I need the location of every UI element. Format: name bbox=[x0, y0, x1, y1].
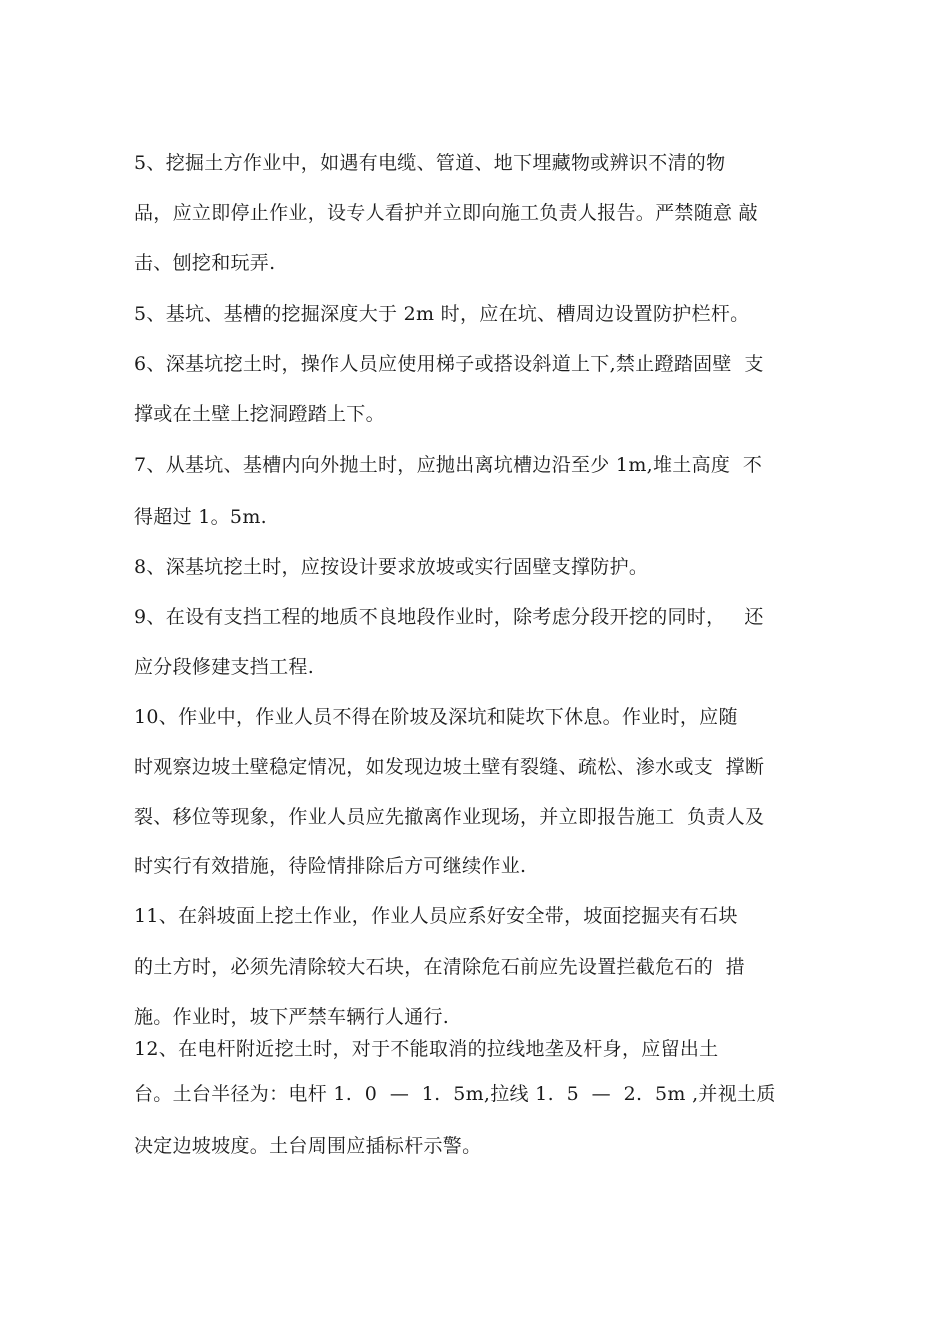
text-line: 10、作业中，作业人员不得在阶坡及深坑和陡坎下休息。作业时，应随 bbox=[134, 706, 738, 728]
text-line: 11、在斜坡面上挖土作业，作业人员应系好安全带，坡面挖掘夹有石块 bbox=[134, 905, 738, 927]
text-line: 8、深基坑挖土时，应按设计要求放坡或实行固壁支撑防护。 bbox=[134, 556, 649, 578]
text-line: 撑或在土壁上挖洞蹬踏上下。 bbox=[134, 403, 385, 425]
text-line: 12、在电杆附近挖土时，对于不能取消的拉线地垄及杆身，应留出土 bbox=[134, 1038, 719, 1060]
text-line: 5、基坑、基槽的挖掘深度大于 2m 时，应在坑、槽周边设置防护栏杆。 bbox=[134, 303, 750, 325]
text-line: 得超过 1。5m. bbox=[134, 506, 267, 528]
text-line: 7、从基坑、基槽内向外抛土时，应抛出离坑槽边沿至少 1m,堆土高度 不 bbox=[134, 454, 763, 476]
text-line: 应分段修建支挡工程. bbox=[134, 656, 315, 678]
text-line: 台。土台半径为：电杆 1. 0 — 1. 5m,拉线 1. 5 — 2. 5m ,并视土质 bbox=[134, 1083, 776, 1105]
text-line: 时实行有效措施，待险情排除后方可继续作业. bbox=[134, 855, 527, 877]
text-line: 时观察边坡土壁稳定情况，如发现边坡土壁有裂缝、疏松、渗水或支 撑断 bbox=[134, 756, 765, 778]
text-line: 施。作业时，坡下严禁车辆行人通行. bbox=[134, 1006, 450, 1028]
text-line: 品，应立即停止作业，设专人看护并立即向施工负责人报告。严禁随意 敲 bbox=[134, 202, 758, 224]
text-line: 5、挖掘土方作业中，如遇有电缆、管道、地下埋藏物或辨识不清的物 bbox=[134, 152, 726, 174]
text-line: 决定边坡坡度。土台周围应插标杆示警。 bbox=[134, 1135, 482, 1157]
text-line: 9、在设有支挡工程的地质不良地段作业时，除考虑分段开挖的同时， 还 bbox=[134, 606, 764, 628]
text-line: 的土方时，必须先清除较大石块，在清除危石前应先设置拦截危石的 措 bbox=[134, 956, 745, 978]
text-line: 击、刨挖和玩弄. bbox=[134, 252, 276, 274]
text-line: 裂、移位等现象，作业人员应先撤离作业现场，并立即报告施工 负责人及 bbox=[134, 806, 765, 828]
text-line: 6、深基坑挖土时，操作人员应使用梯子或搭设斜道上下,禁止蹬踏固壁 支 bbox=[134, 353, 764, 375]
